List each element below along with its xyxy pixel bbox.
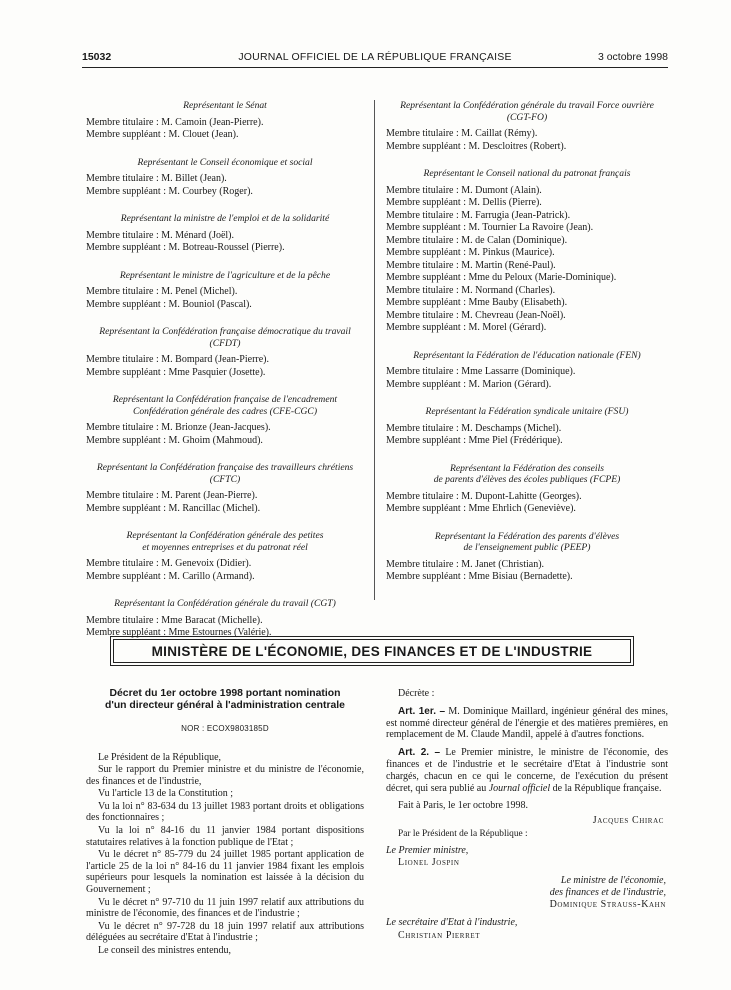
signature-president: Jacques Chirac — [592, 815, 664, 827]
preamble-line: Sur le rapport du Premier ministre et du ministre de l'économie, des finances et de l'industrie, — [86, 764, 364, 788]
member-line: Membre titulaire : Mme Baracat (Michelle). — [86, 614, 263, 626]
member-line: Membre suppléant : Mme Pasquier (Josette). — [86, 366, 266, 378]
member-group — [386, 100, 668, 153]
group-title: Représentant le Conseil économique et social — [137, 156, 313, 168]
group-title: Représentant la ministre de l'emploi et de la solidarité — [120, 213, 330, 224]
member-line: Membre suppléant : M. Courbey (Roger). — [86, 185, 253, 197]
member-line: Membre suppléant : Mme Bisiau (Bernadette). — [386, 571, 573, 582]
member-group — [86, 326, 364, 379]
member-group — [86, 100, 364, 142]
group-title: Confédération générale des cadres (CFE-CGC) — [132, 405, 318, 417]
group-title: Représentant la Fédération des conseils — [449, 462, 604, 474]
preamble-line: Vu le décret n° 97-710 du 11 juin 1997 relatif aux attributions du ministre de l'économie, des finances et de l'industrie ; — [86, 896, 364, 920]
group-title: Représentant la Fédération de l'éducation nationale (FEN) — [413, 349, 641, 361]
member-line: Membre suppléant : M. Botreau-Roussel (Pierre). — [86, 242, 285, 253]
group-title: Représentant la Confédération française de l'encadrement — [112, 394, 338, 405]
member-line: Membre suppléant : M. Ghoim (Mahmoud). — [86, 434, 263, 446]
group-title: Représentant la Confédération française des travailleurs chrétiens — [96, 462, 354, 473]
group-title: Représentant la Fédération des parents d'élèves — [434, 530, 620, 542]
member-line: Membre titulaire : M. Martin (René-Paul). — [386, 259, 556, 271]
ministre-eco-name: Dominique Strauss-Kahn — [549, 899, 666, 911]
group-title: (CFDT) — [209, 337, 241, 349]
member-line: Membre suppléant : M. Clouet (Jean). — [86, 129, 239, 140]
group-title: (CFTC) — [209, 473, 241, 485]
ministry-banner — [110, 636, 634, 666]
member-group — [386, 168, 668, 335]
member-line: Membre titulaire : M. Penel (Michel). — [86, 286, 238, 297]
member-line: Membre titulaire : M. Camoin (Jean-Pierre). — [86, 116, 264, 128]
journal-officiel-ref: Journal officiel — [488, 782, 551, 794]
preamble-line: Vu la loi n° 83-634 du 13 juillet 1983 portant droits et obligations des fonctionnaires ; — [86, 800, 364, 824]
member-line: Membre titulaire : M. Dupont-Lahitte (Georges). — [386, 490, 582, 502]
group-title: Représentant le Conseil national du patronat français — [423, 168, 631, 179]
member-group — [86, 213, 364, 255]
article-2 — [386, 747, 668, 794]
article-1 — [386, 706, 668, 741]
secretaire-name: Christian Pierret — [398, 929, 481, 941]
ministre-eco-title-1: Le ministre de l'économie, — [560, 874, 666, 886]
member-line: Membre suppléant : M. Rancillac (Michel). — [86, 502, 261, 514]
member-group — [86, 598, 364, 640]
group-title: Représentant la Confédération générale du travail Force ouvrière — [400, 100, 654, 111]
member-group — [386, 350, 668, 392]
decree-preamble — [86, 752, 364, 957]
member-line: Membre titulaire : M. Farrugia (Jean-Patrick). — [386, 209, 571, 221]
right-column — [386, 100, 668, 599]
member-line: Membre suppléant : Mme Estournes (Valérie). — [86, 627, 272, 638]
preamble-line: Vu la loi n° 84-16 du 11 janvier 1984 portant dispositions statutaires relatives à la fonction publique de l'Etat ; — [86, 824, 364, 848]
group-title: Représentant le Sénat — [183, 100, 267, 111]
member-group — [386, 406, 668, 448]
group-title: et moyennes entreprises et du patronat réel — [142, 541, 308, 553]
secretaire-title: Le secrétaire d'Etat à l'industrie, — [386, 917, 518, 929]
member-line: Membre suppléant : M. Pinkus (Maurice). — [386, 247, 555, 258]
member-line: Membre titulaire : M. Chevreau (Jean-Noël). — [386, 309, 566, 321]
nor-reference: NOR : ECOX9803185D — [181, 724, 269, 733]
member-line: Membre suppléant : Mme Ehrlich (Geneviève). — [386, 503, 576, 514]
member-group — [86, 157, 364, 199]
member-line: Membre titulaire : M. Billet (Jean). — [86, 173, 227, 184]
member-line: Membre titulaire : M. Parent (Jean-Pierre). — [86, 490, 258, 501]
member-line: Membre suppléant : M. Morel (Gérard). — [386, 322, 547, 333]
preamble-line: Vu le décret n° 85-779 du 24 juillet 1985 portant application de l'article 25 de la loi n° 84-16 du 11 janvier 1984 fixant les emplois supérieurs pour lesquels la nomination est laissée à la décision du Gouvernement ; — [86, 848, 364, 896]
ministre-eco-title-2: des finances et de l'industrie, — [549, 887, 666, 899]
member-line: Membre titulaire : M. Ménard (Joël). — [86, 229, 235, 241]
group-title: Représentant la Confédération générale du travail (CGT) — [114, 598, 336, 609]
page-number: 15032 — [82, 51, 112, 63]
page-header — [82, 51, 668, 67]
member-line: Membre titulaire : M. Caillat (Rémy). — [386, 128, 538, 139]
member-group — [386, 463, 668, 516]
member-line: Membre suppléant : M. Tournier La Ravoire (Jean). — [386, 222, 594, 233]
member-group — [86, 270, 364, 312]
member-line: Membre suppléant : Mme Bauby (Elisabeth). — [386, 297, 568, 308]
member-line: Membre suppléant : Mme du Peloux (Marie-Dominique). — [386, 272, 617, 283]
group-title: de parents d'élèves des écoles publiques (FCPE) — [433, 474, 621, 485]
decree-articles — [386, 688, 668, 942]
member-line: Membre suppléant : M. Marion (Gérard). — [386, 378, 552, 390]
member-line: Membre suppléant : M. Carillo (Armand). — [86, 570, 255, 582]
group-title: Représentant la Confédération française démocratique du travail — [99, 326, 351, 337]
decree-title-line-1: Décret du 1er octobre 1998 portant nomination — [109, 688, 341, 699]
member-line: Membre suppléant : M. Dellis (Pierre). — [386, 197, 542, 208]
group-title: Représentant la Confédération générale des petites — [126, 530, 324, 541]
preamble-line: Le conseil des ministres entendu, — [98, 944, 232, 956]
member-line: Membre suppléant : M. Descloitres (Robert). — [386, 140, 567, 152]
group-title: (CGT-FO) — [506, 111, 548, 123]
group-title: Représentant la Fédération syndicale unitaire (FSU) — [425, 406, 629, 417]
member-line: Membre titulaire : M. Janet (Christian). — [386, 558, 545, 570]
member-line: Membre titulaire : M. Genevoix (Didier). — [86, 558, 252, 569]
par-le-president: Par le Président de la République : — [398, 828, 528, 839]
preamble-line: Vu l'article 13 de la Constitution ; — [98, 788, 234, 800]
journal-title: JOURNAL OFFICIEL DE LA RÉPUBLIQUE FRANÇAISE — [238, 51, 512, 63]
premier-ministre-title: Le Premier ministre, — [386, 844, 469, 856]
member-group — [386, 531, 668, 584]
member-group — [86, 530, 364, 583]
member-group — [86, 394, 364, 447]
ministry-banner-title: MINISTÈRE DE L'ÉCONOMIE, DES FINANCES ET DE L'INDUSTRIE — [113, 639, 631, 663]
decree-title — [86, 688, 364, 712]
member-line: Membre titulaire : M. Normand (Charles). — [386, 284, 556, 296]
member-line: Membre suppléant : M. Bouniol (Pascal). — [86, 298, 252, 310]
member-line: Membre titulaire : M. Dumont (Alain). — [386, 184, 542, 196]
preamble-line: Le Président de la République, — [98, 752, 222, 763]
article-1-label: Art. 1er. – — [398, 705, 446, 717]
member-group — [86, 462, 364, 515]
article-2-text: Le Premier ministre, le ministre de l'économie, des finances et de l'industrie et le secrétaire d'Etat à l'industrie sont chargés, chacun en ce qui le concerne, de l'exécution du présent décret, qui sera publié au — [386, 747, 669, 794]
article-2-text-end: de la République française. — [552, 782, 662, 794]
group-title: de l'enseignement public (PEEP) — [463, 542, 591, 553]
member-line: Membre titulaire : Mme Lassarre (Dominique). — [386, 366, 576, 377]
decree-title-line-2: d'un directeur général à l'administration centrale — [105, 700, 345, 711]
fait-a-paris: Fait à Paris, le 1er octobre 1998. — [398, 800, 528, 812]
issue-date: 3 octobre 1998 — [597, 51, 668, 63]
group-title: Représentant le ministre de l'agriculture et de la pêche — [119, 269, 331, 281]
preamble-line: Vu le décret n° 97-728 du 18 juin 1997 relatif aux attributions déléguées au secrétaire d'Etat à l'industrie ; — [86, 920, 364, 944]
article-2-label: Art. 2. – — [398, 747, 441, 759]
member-line: Membre titulaire : M. de Calan (Dominique). — [386, 234, 568, 246]
premier-ministre-name: Lionel Jospin — [398, 857, 460, 869]
article-1-text: M. Dominique Maillard, ingénieur général des mines, est nommé directeur général de l'énergie et des matières premières, en remplacement de M. Claude Mandil, appelé à d'autres fonctions. — [386, 705, 669, 741]
header-rule — [82, 67, 668, 68]
member-line: Membre titulaire : M. Brionze (Jean-Jacques). — [86, 422, 271, 433]
decrete-heading: Décrète : — [398, 688, 435, 699]
column-divider — [374, 100, 375, 600]
member-line: Membre titulaire : M. Deschamps (Michel). — [386, 422, 562, 434]
member-line: Membre titulaire : M. Bompard (Jean-Pierre). — [86, 354, 269, 365]
member-line: Membre suppléant : Mme Piel (Frédérique). — [386, 435, 563, 446]
left-column — [86, 100, 364, 655]
